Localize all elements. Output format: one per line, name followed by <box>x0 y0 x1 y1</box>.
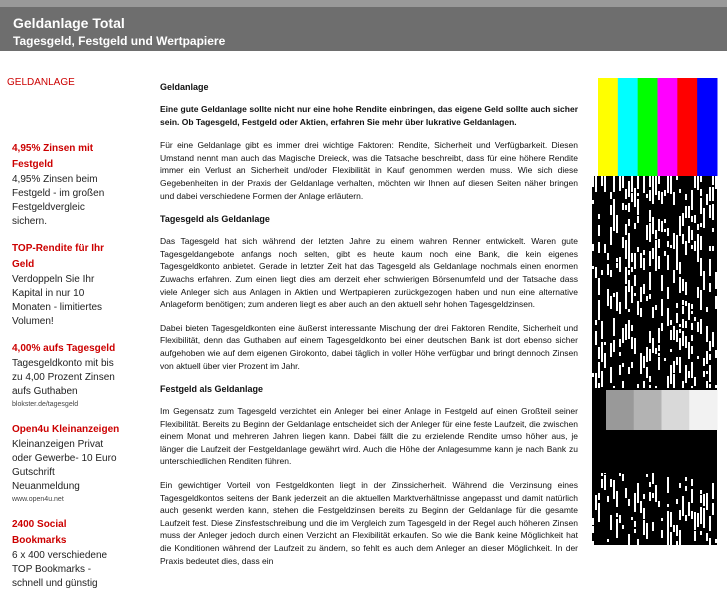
ad-title-link[interactable]: 2400 Social Bookmarks <box>12 519 67 546</box>
color-bar <box>677 78 697 176</box>
ad-url: blokster.de/tagesgeld <box>12 401 79 408</box>
ad-text: 4,95% Zinsen beim Festgeld - im großen Festgeldvergleic sichern. <box>12 174 105 227</box>
gray-step <box>689 390 717 430</box>
ad-item <box>12 241 122 329</box>
article-paragraph: Für eine Geldanlage gibt es immer drei wichtige Faktoren: Rendite, Sicherheit und Verfügbarkeit. Diesen Umstand nennt man auch das Magische Dreieck, was die Tatsache beschreibt, dass für eine höhere Rendite immer ein Verlust an Sicherheit und/oder Flexibilität in Kauf genommen werden muss. Wie sich diese Gegebenheiten in der Praxis der Geldanlage verhalten, möchten wir Ihnen auf diesen Seiten näher bringen und dabei verschiedene Formen der Anlage erläutern. <box>160 140 578 201</box>
ad-item <box>12 141 122 229</box>
white-bar <box>592 78 598 176</box>
gray-step <box>634 390 662 430</box>
ad-title-link[interactable]: 4,95% Zinsen mit Festgeld <box>12 143 94 170</box>
site-title[interactable]: Geldanlage Total <box>13 15 125 31</box>
article <box>160 81 578 578</box>
article-heading: Geldanlage <box>160 82 209 92</box>
article-intro: Eine gute Geldanlage sollte nicht nur eine hohe Rendite einbringen, das eigene Geld sollte auch sicher sein. Ob Tagesgeld, Festgeld oder Aktien, erfahren Sie mehr über lukrative Geldanlagen. <box>160 104 578 127</box>
ad-title-link[interactable]: 4,00% aufs Tagesgeld <box>12 343 116 354</box>
color-bar <box>598 78 618 176</box>
section-heading-tagesgeld: Tagesgeld als Geldanlage <box>160 214 270 225</box>
article-paragraph: Dabei bieten Tagesgeldkonten eine äußerst interessante Mischung der drei Faktoren Rendite, Sicherheit und Flexibilität, denn das Guthaben auf einem Tagesgeldkonto bei einer deutschen Bank ist dort ebenso sicher aufgehoben wie auf dem eigenen Girokonto, dabei täglich in voller Höhe verfügbar und bringt dennoch Zinsen von aktuell über vier Prozent im Jahr. <box>160 322 578 371</box>
site-header <box>0 7 727 51</box>
top-strip <box>0 0 727 7</box>
article-paragraph: Im Gegensatz zum Tagesgeld verzichtet ein Anleger bei einer Anlage in Festgeld auf einen Großteil seiner Flexibilität. Bereits zu Beginn der Geldanlage entscheidet sich der Anleger für eine feste Laufzeit, die zwischen einem Monat und mehreren Jahren liegen kann. Dabei fällt die zu erzielende Rendite umso höher aus, je länger die Laufzeit der Festgeldanlage gewährt wird. Auch die Höhe der Anlagesumme kann je nach Bank zu unterschiedlichen Renditen führen. <box>160 406 578 467</box>
color-bar <box>618 78 638 176</box>
ad-text: 6 x 400 verschiedene TOP Bookmarks - schnell und günstig <box>12 550 108 589</box>
sidebar-link-geldanlage[interactable]: GELDANLAGE <box>7 77 75 88</box>
site-subtitle: Tagesgeld, Festgeld und Wertpapiere <box>13 34 226 48</box>
ad-text: Tagesgeldkonto mit bis zu 4,00 Prozent Zinsen aufs Guthaben <box>12 358 115 397</box>
ad-text: Kleinanzeigen Privat oder Gewerbe- 10 Euro Gutschrift Neuanmeldung <box>12 439 117 492</box>
article-paragraph: Das Tagesgeld hat sich während der letzten Jahre zu einem wahren Renner entwickelt. Waren gute Tagesgeldangebote anfangs noch selten, gibt es heute kaum noch eine Bank, die kein eigenes Tagesgeldkonto anbietet. Gerade in letzter Zeit hat das Tagesgeld als Geldanlage nochmals einen enormen Zuwachs erfahren. Zum einen liegt dies am derzeit eher schwierigen Börsenumfeld und der Tatsache dass viele Anleger sich aus Anlagen in Aktien und Wertpapieren zurückgezogen haben und nun eine alternative Anlageform benötigen; zum anderen liegt es aber auch an den aktuell sehr hohen Tagesgeldzinsen. <box>160 236 578 310</box>
ad-text: Verdoppeln Sie Ihr Kapital in nur 10 Monaten - limitiertes Volumen! <box>12 274 103 327</box>
ad-item <box>12 517 122 591</box>
color-bar <box>697 78 717 176</box>
ad-title-link[interactable]: Open4u Kleinanzeigen <box>12 424 120 435</box>
color-bar <box>658 78 678 176</box>
section-heading-festgeld: Festgeld als Geldanlage <box>160 384 264 395</box>
ad-url: www.open4u.net <box>12 496 64 503</box>
ad-item <box>12 422 122 505</box>
sidebar <box>0 51 145 589</box>
color-bar <box>638 78 658 176</box>
test-pattern-image <box>592 78 717 545</box>
ad-title-link[interactable]: TOP-Rendite für Ihr Geld <box>12 243 105 270</box>
test-pattern-graphic <box>592 78 717 545</box>
gray-step <box>662 390 690 430</box>
article-paragraph: Ein gewichtiger Vorteil von Festgeldkonten liegt in der Zinssicherheit. Während die Verzinsung eines Tagesgeldkontos seitens der Bank jederzeit an die aktuellen Marktverhältnisse angepasst und damit natürlich auch gesenkt werden kann, stehen die Festgeldzinsen bereits zu Beginn der Geldanlage für die gesamte Laufzeit fest. Diese Zinsfestschreibung und die im Vergleich zum Tagesgeld in der Regel auch höheren Zinsen muss der Anleger jedoch durch einen Verzicht an Flexibilität erkaufen. So wie die Bank keine Möglichkeit hat die Konditionen während der Laufzeit zu ändern, so fehlt es auch dem Anleger an dieser Möglichkeit. In der Praxis bedeutet dies, dass ein <box>160 480 578 566</box>
gray-step <box>606 390 634 430</box>
ad-list <box>12 141 122 603</box>
ad-item <box>12 341 122 410</box>
